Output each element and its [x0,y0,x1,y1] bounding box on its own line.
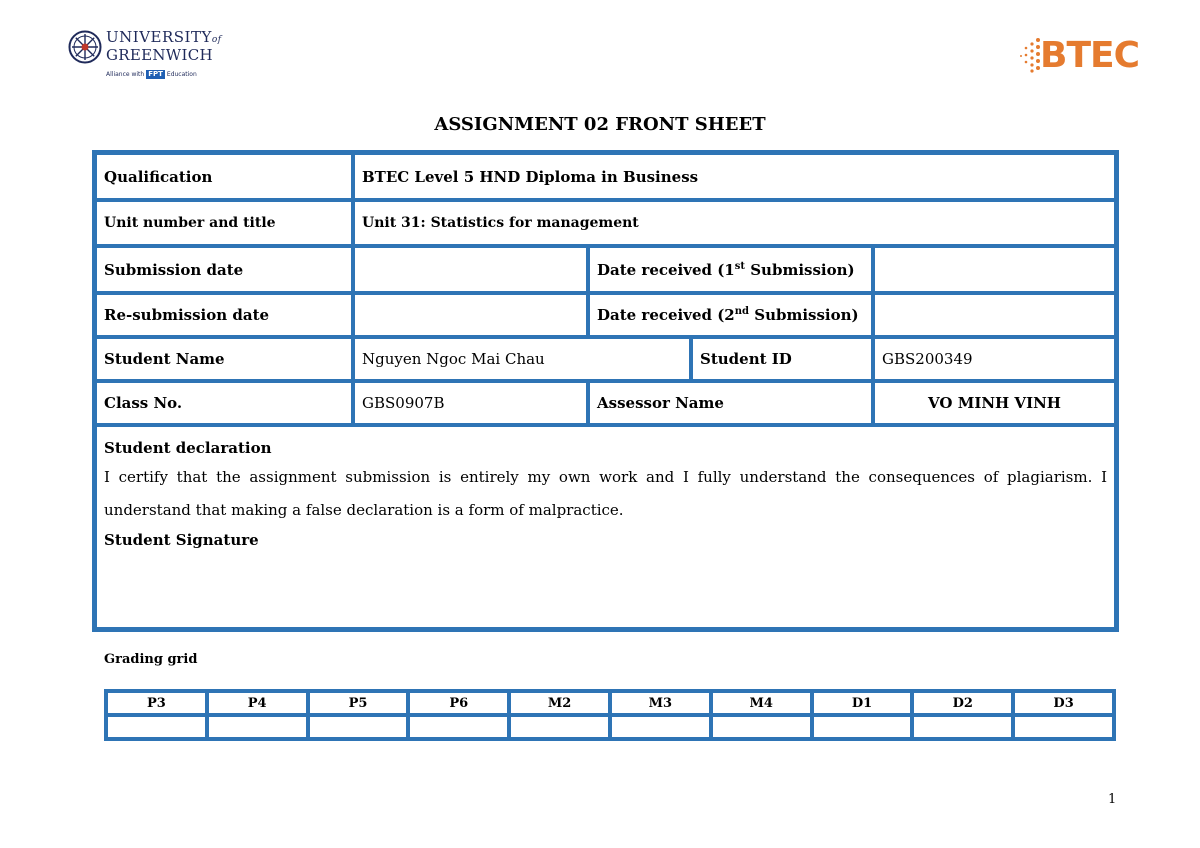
student-row [95,337,1116,381]
grade-header-p4: P4 [207,691,308,715]
submission-date-label: Submission date [95,246,353,293]
assessor-value: VO MINH VINH [873,381,1116,425]
grade-cell [509,715,610,739]
declaration-cell [95,425,1116,629]
grading-grid-table [104,689,1116,741]
university-logo [68,28,222,84]
qualification-label: Qualification [95,153,353,200]
declaration-text: I certify that the assignment submission is entirely my own work and I fully understand the consequences of plagiarism. I understand that making a false declaration is a form of malpractice. [104,468,1108,519]
grade-header-m4: M4 [711,691,812,715]
grade-header-m2: M2 [509,691,610,715]
unit-value: Unit 31: Statistics for management [353,200,1116,246]
grading-grid-label: Grading grid [104,652,198,667]
grade-cell [408,715,509,739]
grade-cell [812,715,913,739]
date-received-2-label: Date received (2nd Submission) [588,293,873,337]
grade-cell [610,715,711,739]
grading-header-row [106,691,1114,715]
class-value: GBS0907B [353,381,588,425]
grade-cell [106,715,207,739]
grade-header-p5: P5 [308,691,409,715]
university-wordmark: UNIVERSITYof GREENWICH [106,28,222,64]
grade-header-d2: D2 [912,691,1013,715]
grade-header-p6: P6 [408,691,509,715]
class-label: Class No. [95,381,353,425]
resubmission-row [95,293,1116,337]
qualification-row [95,153,1116,200]
grade-header-d1: D1 [812,691,913,715]
unit-row [95,200,1116,246]
grade-header-d3: D3 [1013,691,1114,715]
btec-wordmark: BTEC [1040,35,1140,76]
declaration-title: Student declaration [104,439,272,457]
grade-cell [308,715,409,739]
unit-label: Unit number and title [95,200,353,246]
student-id-label: Student ID [691,337,873,381]
declaration-row [95,425,1116,629]
university-seal-icon [68,30,102,64]
date-received-2-value [873,293,1116,337]
grade-header-m3: M3 [610,691,711,715]
grade-cell [711,715,812,739]
qualification-value: BTEC Level 5 HND Diploma in Business [353,153,1116,200]
grading-values-row [106,715,1114,739]
page-title: ASSIGNMENT 02 FRONT SHEET [434,114,766,135]
resubmission-date-value [353,293,588,337]
student-name-value: Nguyen Ngoc Mai Chau [353,337,691,381]
date-received-1-value [873,246,1116,293]
grade-cell [1013,715,1114,739]
page-number: 1 [1108,792,1117,807]
fpt-alliance: Alliance with FPT Education [106,70,197,78]
resubmission-date-label: Re-submission date [95,293,353,337]
date-received-1-label: Date received (1st Submission) [588,246,873,293]
submission-row [95,246,1116,293]
btec-logo [1018,34,1148,80]
signature-label: Student Signature [104,531,259,549]
class-row [95,381,1116,425]
grade-cell [207,715,308,739]
assessor-label: Assessor Name [588,381,873,425]
front-sheet-table [92,150,1119,632]
grade-header-p3: P3 [106,691,207,715]
submission-date-value [353,246,588,293]
grade-cell [912,715,1013,739]
student-id-value: GBS200349 [873,337,1116,381]
btec-dots-icon [1018,34,1042,78]
student-name-label: Student Name [95,337,353,381]
